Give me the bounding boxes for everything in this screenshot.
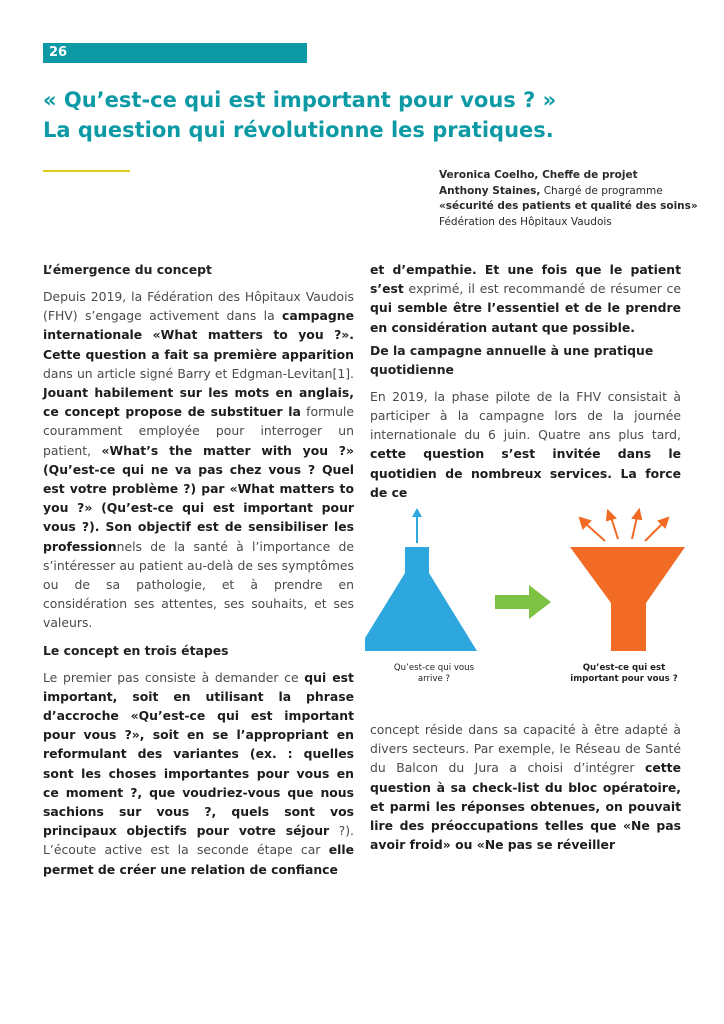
funnel-shape-orange: [570, 510, 685, 651]
section-heading-campaign: De la campagne annuelle à une pratique quotidienne: [370, 342, 654, 377]
caption-left-line-1: Qu’est-ce qui vous: [393, 663, 475, 673]
text-run-bold: campagne internationale «What matters to you ?». Cette question a fait sa première apparition: [43, 308, 354, 362]
caption-left: [384, 663, 484, 685]
author-program: «sécurité des patients et qualité des soins»: [439, 200, 698, 212]
page-number: 26: [49, 45, 68, 60]
page-number-bar: [43, 43, 307, 63]
text-run: nels de la santé à l’importance de s’intéresser au patient au-delà de ses symptômes ou de sa pathologie, et à prendre en considération ses attentes, ses souhaits, et ses valeurs.: [43, 538, 354, 631]
caption-right-line-2: important pour vous ?: [570, 674, 678, 684]
author-organisation: Fédération des Hôpitaux Vaudois: [439, 215, 612, 228]
caption-right: [564, 663, 684, 685]
text-run: Le premier pas consiste à demander ce: [43, 669, 305, 685]
bottle-shape-blue: [365, 508, 477, 651]
caption-right-line-1: Qu’est-ce qui est: [582, 663, 666, 673]
text-run: dans un article signé Barry et Edgman-Levitan[1].: [43, 365, 354, 381]
text-run: formule couramment employée pour interroger un patient,: [43, 404, 354, 458]
paragraph-empathy: [370, 260, 681, 337]
article-subtitle: La question qui révolutionne les pratiques.: [43, 118, 554, 142]
column-right-bottom: [370, 720, 681, 854]
text-run-bold: qui est important, soit en utilisant la phrase d’accroche «Qu’est-ce qui est important pour vous ?», soit en se l’appropriant en reformulant des variantes (ex. : quelles sont les choses importantes pour vous en ce moment ?, que voudriez-vous que nous sachions sur vous ?, quels sont vos principaux objectifs pour votre séjour: [43, 669, 354, 839]
text-run: ?). L’écoute active est la seconde étape car: [43, 823, 354, 858]
text-run-bold: et d’empathie. Et une fois que le patient s’est: [370, 262, 681, 297]
author-2-role: Chargé de programme: [540, 184, 663, 197]
text-run-bold: «What’s the matter with you ?» (Qu’est-ce qui ne va pas chez vous ? Quel est votre problème ?) par «What matters to you ?» (Qu’est-ce qui est important pour vous ?). Son objectif est de sensibiliser les profession: [43, 442, 354, 554]
text-run-bold: qui semble être l’essentiel et de le prendre en considération autant que possible.: [370, 300, 681, 335]
text-run: exprimé, il est recommandé de résumer ce: [403, 281, 681, 297]
author-block: [439, 168, 709, 230]
text-run: Depuis 2019, la Fédération des Hôpitaux Vaudois (FHV) s’engage activement dans la: [43, 289, 354, 324]
column-left: [43, 260, 354, 879]
text-run-bold: elle permet de créer une relation de confiance: [43, 842, 354, 877]
paragraph-adaptation: [370, 720, 681, 854]
author-1: Veronica Coelho, Cheffe de projet: [439, 169, 638, 181]
column-right-top: [370, 260, 681, 502]
text-run: En 2019, la phase pilote de la FHV consistait à participer à la campagne lors de la journée internationale du 6 juin. Quatre ans plus tard,: [370, 388, 681, 443]
author-2: [439, 184, 709, 200]
paragraph-campaign: [370, 387, 681, 502]
title-rule: [43, 170, 130, 172]
paragraph-three-steps: [43, 668, 354, 879]
section-heading-emergence: L’émergence du concept: [43, 262, 212, 277]
arrow-right-icon: [495, 585, 551, 619]
author-2-name: Anthony Staines,: [439, 184, 541, 197]
section-heading-three-steps: Le concept en trois étapes: [43, 642, 229, 658]
caption-left-line-2: arrive ?: [417, 674, 451, 684]
paragraph-emergence: [43, 287, 354, 633]
text-run-bold: Jouant habilement sur les mots en anglais, ce concept propose de substituer la: [43, 385, 354, 420]
text-run: concept réside dans sa capacité à être adapté à divers secteurs. Par exemple, le Réseau de Santé du Balcon du Jura a choisi d’intégrer: [370, 722, 681, 776]
article-title: « Qu’est-ce qui est important pour vous ? »: [43, 88, 557, 112]
text-run-bold: cette question à sa check-list du bloc opératoire, et parmi les réponses obtenues, on pouvait lire des préoccupations telles que «Ne pas avoir froid» ou «Ne pas se réveiller: [370, 760, 681, 853]
text-run-bold: cette question s’est invitée dans le quotidien de nombreux services. La force de ce: [370, 446, 681, 500]
